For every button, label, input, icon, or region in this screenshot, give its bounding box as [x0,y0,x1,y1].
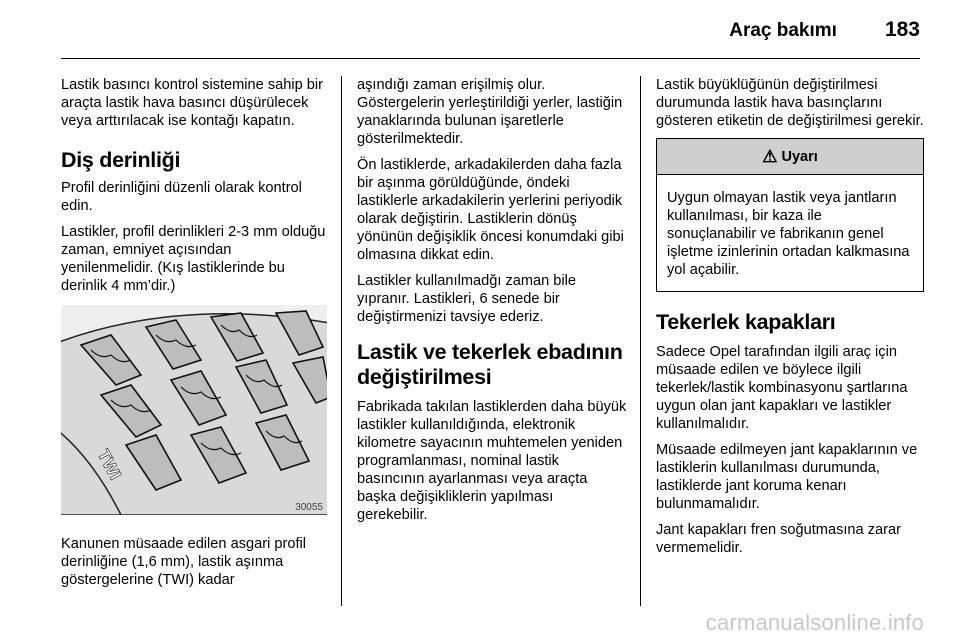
column-2 [357,76,627,532]
tire-tread-figure [61,305,327,515]
page-title: Araç bakımı [729,20,837,41]
column-divider-2 [640,76,641,606]
page-header [729,18,920,42]
watermark-text: carmanualsonline.info [705,610,924,635]
column-divider-1 [341,76,342,606]
twi-label: TWI [93,446,126,483]
warning-triangle-icon: ⚠ [762,146,778,166]
paragraph: Lastik büyüklüğünün değiştirilmesi durumunda lastik hava basınçlarını gösteren etiketin de değiştirilmesi gerekir. [656,77,924,129]
column-3 [656,76,924,565]
warning-body [657,175,923,291]
paragraph: Ön lastiklerde, arkadakilerden daha fazla bir aşınma görüldüğünde, öndeki lastiklerle arkadakilerin yerlerini periyodik olarak değiştirin. Lastiklerin dönüş yönünün değişiklik öncesi konumdaki gibi olmasına dikkat edin. [357,157,624,263]
warning-header [657,139,923,175]
paragraph: Müsaade edilmeyen jant kapaklarının ve lastiklerin kullanılması durumunda, lastiklerde jant koruma kenarı bulunmamalıdır. [656,442,918,512]
paragraph: Lastikler kullanılmadğı zaman bile yıpranır. Lastikleri, 6 senede bir değiştirmenizi tavsiye ederiz. [357,273,577,325]
intro-paragraph: Lastik basıncı kontrol sistemine sahip bir araçta lastik hava basıncı düşürülecek veya arttırılacak ise kontağı kapatın. [61,77,323,129]
warning-box [656,138,924,292]
paragraph: Sadece Opel tarafından ilgili araç için müsaade edilen ve böylece ilgili tekerlek/lastik kombinasyonu şartlarına uygun olan jant kapakları ve lastikler kullanılmalıdır. [656,344,908,432]
paragraph: Fabrikada takılan lastiklerden daha büyük lastikler kullanıldığında, elektronik kilometre sayacının muhtemelen yeniden programlanması, nominal lastik basıncının ayarlanması veya araçta başka değişikliklerin yapılması gerekebilir. [357,399,627,523]
figure-code: 30055 [295,502,323,513]
section-heading-tread-depth: Diş derinliği [61,148,181,172]
warning-title: Uyarı [781,148,818,165]
column-1 [61,76,327,597]
page-number: 183 [884,18,920,41]
warning-text: Uygun olmayan lastik veya jantların kullanılması, bir kaza ile sonuçlanabilir ve fabrikanın genel işletme izinlerinin ortadan kalkmasına yol açabilir. [667,190,910,278]
section-heading-size-change: Lastik ve tekerlek ebadının değiştirilmesi [357,340,623,389]
tire-tread-illustration [61,305,327,515]
paragraph: Kanunen müsaade edilen asgari profil derinliğine (1,6 mm), lastik aşınma göstergelerine (TWI) kadar [61,536,307,588]
section-heading-wheel-covers: Tekerlek kapakları [656,310,836,334]
paragraph: aşındığı zaman erişilmiş olur. Göstergelerin yerleştirildiği yerler, lastiğin yanaklarında bulunan işaretlerle gösterilmektedir. [357,77,623,147]
header-divider [61,58,920,59]
paragraph: Profil derinliğini düzenli olarak kontrol edin. [61,180,302,214]
paragraph: Lastikler, profil derinlikleri 2-3 mm olduğu zaman, emniyet açısından yenilenmelidir. (Kış lastiklerinde bu derinlik 4 mm’dir.) [61,224,326,294]
paragraph: Jant kapakları fren soğutmasına zarar vermemelidir. [656,522,901,556]
